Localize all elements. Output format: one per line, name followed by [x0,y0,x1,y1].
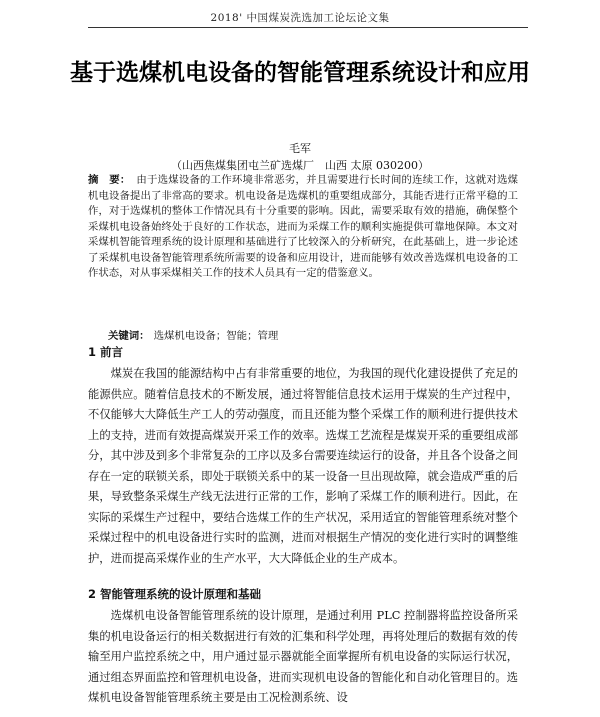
keywords-label: 关键词： [108,330,150,342]
abstract-text: 由于选煤设备的工作环境非常恶劣，并且需要进行长时间的连续工作，这就对选煤机电设备提出了非常高的要求。机电设备是选煤机的重要组成部分，其能否进行正常平稳的工作，对于选煤机的整体工作情况具有十分重要的影响。因此，需要采取有效的措施，确保整个采煤机电设备始终处于良好的工作状态，进而为采煤工作的顺利实施提供可靠地保障。本文对采煤机智能管理系统的设计原理和基础进行了比较深入的分析研究，在此基础上，进一步论述了采煤机电设备智能管理系统所需要的设备和应用设计，进而能够有效改善选煤机电设备的工作状态，对从事采煤相关工作的技术人员具有一定的借鉴意义。 [88,174,518,279]
keywords [108,329,518,344]
header-rule [88,27,528,28]
keywords-text: 选煤机电设备；智能；管理 [153,330,279,342]
section-body-design: 选煤机电设备智能管理系统的设计原理，是通过利用 PLC 控制器将监控设备所采集的机电设备运行的相关数据进行有效的汇集和科学处理，再将处理后的数据有效的传输至用户监控系统之中，用户通过显示器就能全面掌握所有机电设备的实际运行状况，通过组态界面监控和管理机电设备，进而实现机电设备的智能化和自动化管理目的。选煤机电设备智能管理系统主要是由工况检测系统、设 [88,609,518,704]
section-heading-design: 2 智能管理系统的设计原理和基础 [88,587,262,601]
section-body-introduction: 煤炭在我国的能源结构中占有非常重要的地位，为我国的现代化建设提供了充足的能源供应。随着信息技术的不断发展，通过将智能信息技术运用于煤炭的生产过程中，不仅能够大大降低生产工人的劳动强度，而且还能为整个采煤工作的顺利进行提供技术上的支持，进而有效提高煤炭开采工作的效率。选煤工艺流程是煤炭开采的重要组成部分，其中涉及到多个非常复杂的工序以及多台需要连续运行的设备，并且各个设备之间存在一定的联锁关系，即处于联锁关系中的某一设备一旦出现故障，就会造成严重的后果，导致整条采煤生产线无法进行正常的工作，影响了采煤工作的顺利进行。因此，在实际的采煤生产过程中，要结合选煤工作的生产状况，采用适宜的智能管理系统对整个采煤过程中的机电设备进行实时的监测，进而对根据生产情况的变化进行实时的调整维护，进而提高采煤作业的生产水平，大大降低企业的生产成本。 [88,367,518,565]
author: 毛军 [289,142,311,155]
abstract [88,173,518,282]
running-header: 2018' 中国煤炭洗选加工论坛论文集 [210,12,390,24]
affiliation: （山西焦煤集团屯兰矿选煤厂 山西 太原 030200） [171,159,429,172]
paper-title: 基于选煤机电设备的智能管理系统设计和应用 [70,60,530,86]
section-heading-introduction: 1 前言 [88,345,124,359]
abstract-label: 摘 要： [88,174,131,186]
